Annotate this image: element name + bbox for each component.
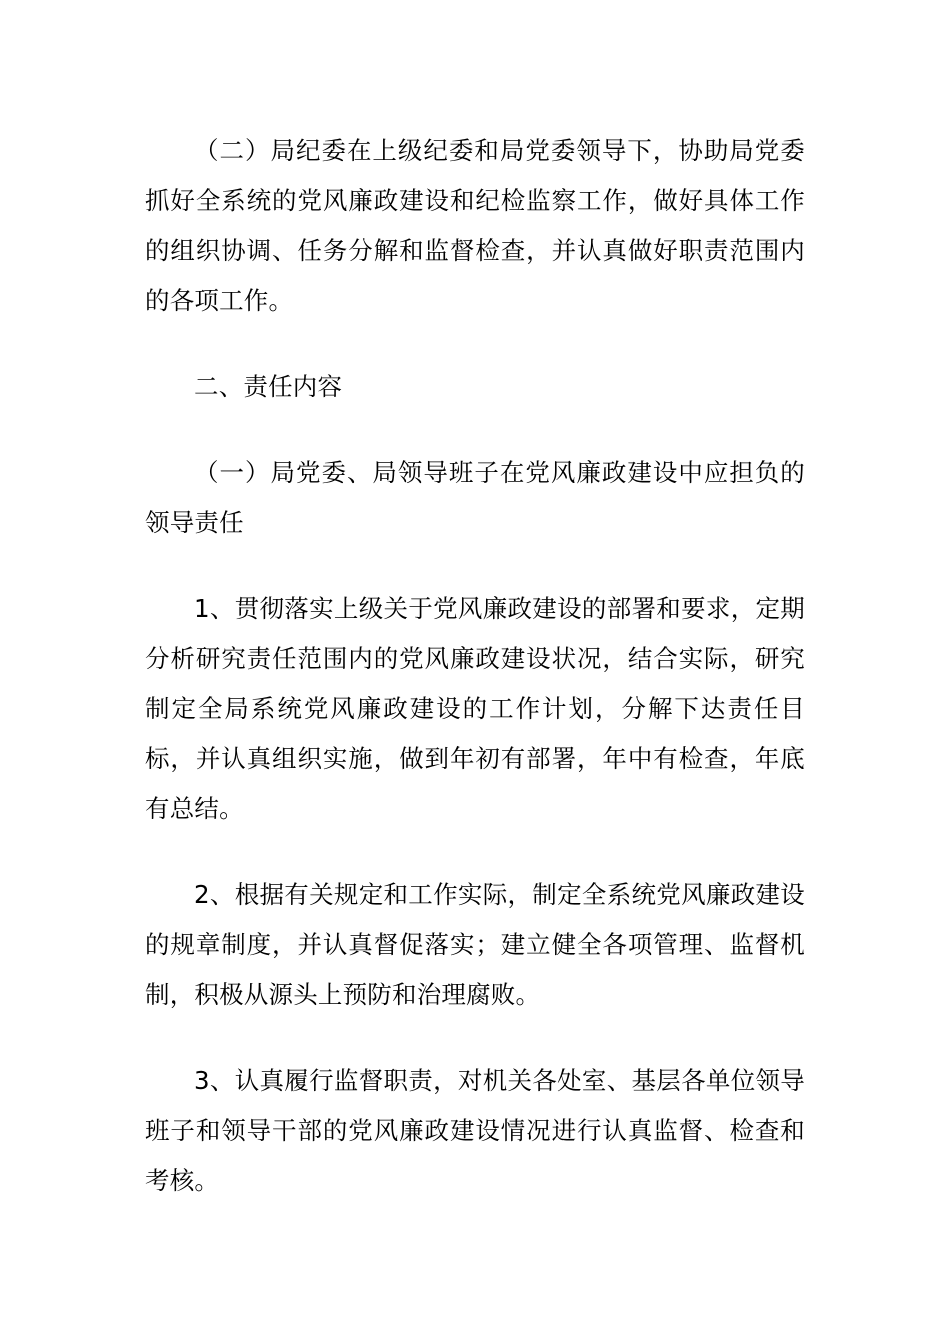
paragraph-item-3: 3、认真履行监督职责，对机关各处室、基层各单位领导班子和领导干部的党风廉政建设情况进行认真监督、检查和考核。 <box>145 1066 805 1195</box>
paragraph-discipline-committee: （二）局纪委在上级纪委和局党委领导下，协助局党委抓好全系统的党风廉政建设和纪检监察工作，做好具体工作的组织协调、任务分解和监督检查，并认真做好职责范围内的各项工作。 <box>145 136 805 315</box>
paragraph-item-1: 1、贯彻落实上级关于党风廉政建设的部署和要求，定期分析研究责任范围内的党风廉政建设状况，结合实际，研究制定全局系统党风廉政建设的工作计划，分解下达责任目标，并认真组织实施，做到年初有部署，年中有检查，年底有总结。 <box>145 594 805 823</box>
section-heading-responsibility-content: 二、责任内容 <box>194 372 343 401</box>
subsection-heading-leadership-responsibility: （一）局党委、局领导班子在党风廉政建设中应担负的领导责任 <box>145 458 805 537</box>
paragraph-item-2: 2、根据有关规定和工作实际，制定全系统党风廉政建设的规章制度，并认真督促落实；建立健全各项管理、监督机制，积极从源头上预防和治理腐败。 <box>145 880 805 1009</box>
document-body <box>145 126 805 1242</box>
